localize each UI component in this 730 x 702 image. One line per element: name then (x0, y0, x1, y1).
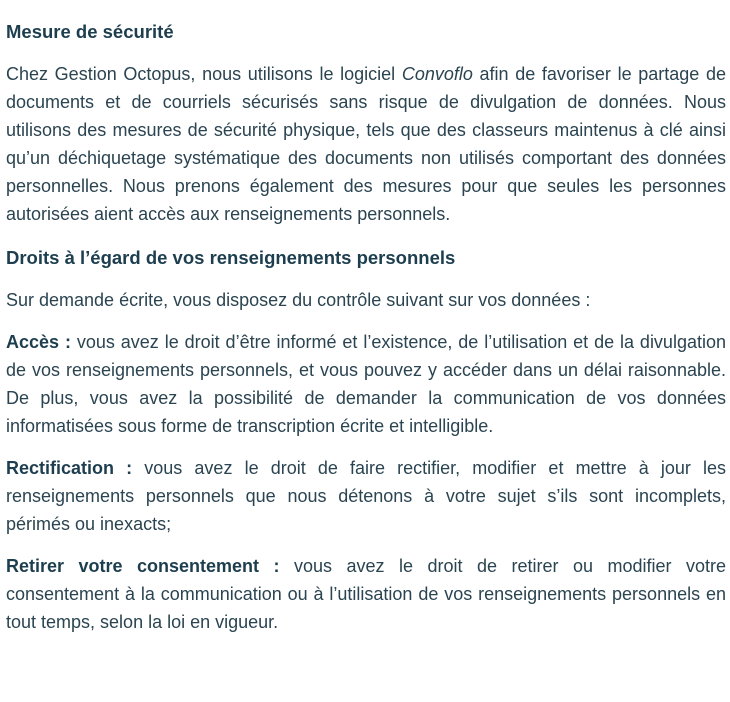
right-access-text: vous avez le droit d’être informé et l’existence, de l’utilisation et de la divulgation de vos renseignements personnels, et vous pouvez y accéder dans un délai raisonnable. De plus, vous avez la possibilité de demander la communication de vos données informatisées sous forme de transcription écrite et intelligible. (6, 332, 726, 436)
right-access-paragraph (6, 328, 726, 440)
right-consent-label: Retirer votre consentement : (6, 556, 280, 576)
document-content (6, 18, 726, 636)
spacer (6, 228, 726, 244)
security-text-start: Chez Gestion Octopus, nous utilisons le logiciel (6, 64, 402, 84)
spacer (6, 440, 726, 454)
software-name: Convoflo (401, 64, 473, 84)
rights-intro: Sur demande écrite, vous disposez du contrôle suivant sur vos données : (6, 290, 591, 310)
right-consent-text: vous avez le droit de retirer ou modifier votre consentement à la communication ou à l’utilisation de vos renseignements personnels en tout temps, selon la loi en vigueur. (6, 556, 726, 632)
right-rectification-label: Rectification : (6, 458, 133, 478)
spacer (6, 46, 726, 60)
spacer (6, 272, 726, 286)
right-access-label: Accès : (6, 332, 71, 352)
right-rectification-text: vous avez le droit de faire rectifier, modifier et mettre à jour les renseignements personnels que nous détenons à votre sujet s’ils sont incomplets, périmés ou inexacts; (6, 458, 726, 534)
spacer (6, 314, 726, 328)
spacer (6, 538, 726, 552)
right-consent-paragraph (6, 552, 726, 636)
rights-heading: Droits à l’égard de vos renseignements personnels (6, 247, 456, 268)
security-paragraph (6, 60, 726, 228)
right-rectification-paragraph (6, 454, 726, 538)
security-heading: Mesure de sécurité (6, 21, 174, 42)
security-text-end: afin de favoriser le partage de documents et de courriels sécurisés sans risque de divulgation de données. Nous utilisons des mesures de sécurité physique, tels que des classeurs maintenus à clé ainsi qu’un déchiquetage systématique des documents non utilisés comportant des données personnelles. Nous prenons également des mesures pour que seules les personnes autorisées aient accès aux renseignements personnels. (6, 64, 726, 224)
